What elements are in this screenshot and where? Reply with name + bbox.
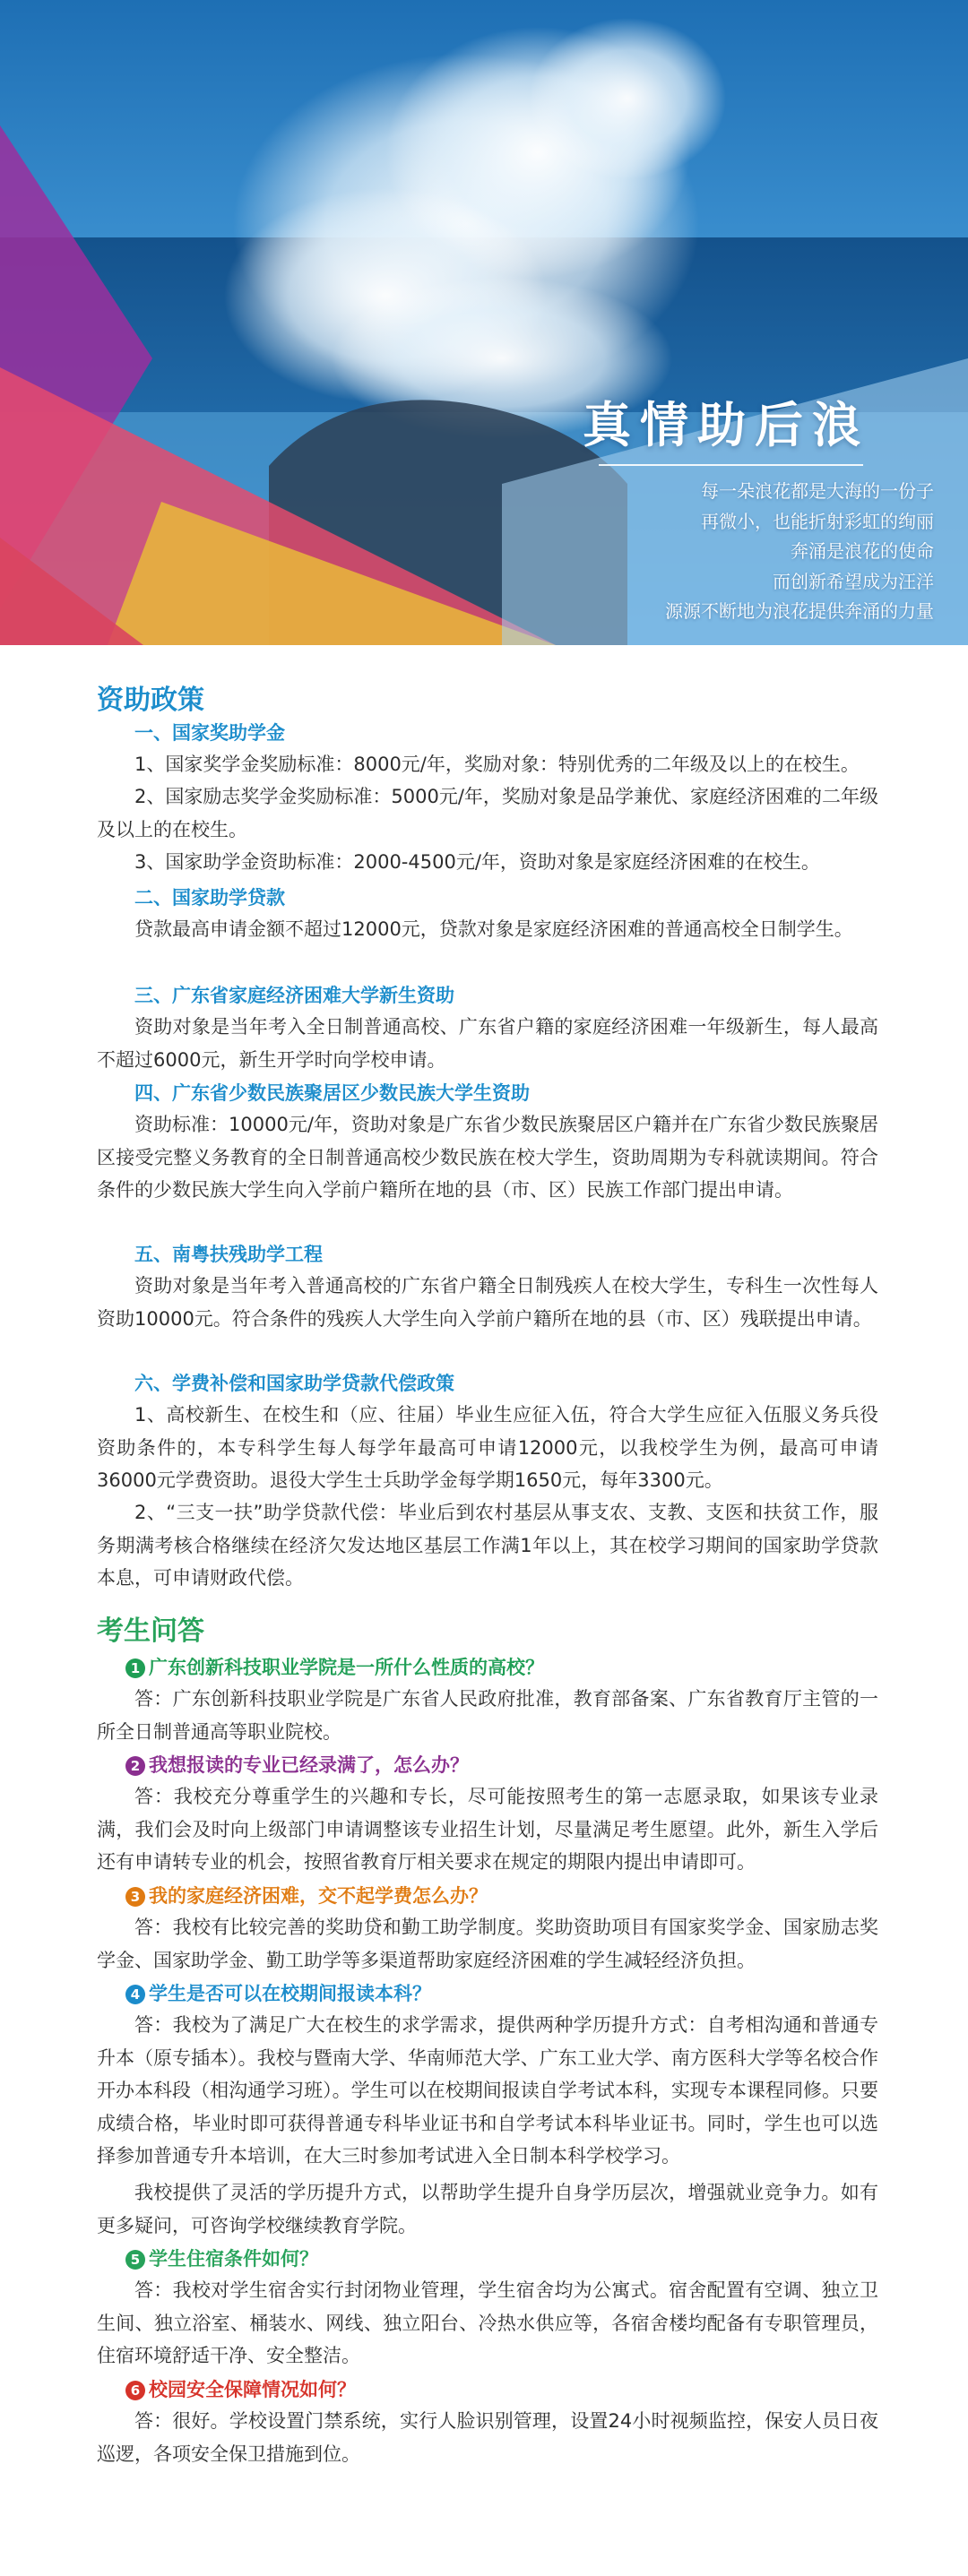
policy-heading-6: 六、学费补偿和国家助学贷款代偿政策 xyxy=(134,1373,454,1394)
faq-question-2 xyxy=(125,1751,469,1778)
faq-question-6 xyxy=(125,2375,356,2402)
faq-answer: 答：广东创新科技职业学院是广东省人民政府批准，教育部备案、广东省教育厅主管的一所全日制普通高等职业院校。 xyxy=(97,1688,878,1743)
policy-heading-2: 二、国家助学贷款 xyxy=(134,887,285,909)
faq-answer: 答：我校充分尊重学生的兴趣和专长，尽可能按照考生的第一志愿录取，如果该专业录满，我们会及时向上级部门申请调整该专业招生计划，尽量满足考生愿望。此外，新生入学后还有申请转专业的机会，按照省教育厅相关要求在规定的期限内提出申请即可。 xyxy=(97,1786,878,1873)
number-badge: 2 xyxy=(125,1756,145,1776)
hero-divider xyxy=(599,464,863,466)
question-text: 学生住宿条件如何？ xyxy=(149,2248,318,2270)
policy-heading-4: 四、广东省少数民族聚居区少数民族大学生资助 xyxy=(134,1082,530,1104)
policy-paragraph: 2、“三支一扶”助学贷款代偿：毕业后到农村基层从事支农、支教、支医和扶贫工作，服务期满考核合格继续在经济欠发达地区基层工作满1年以上，其在校学习期间的国家助学贷款本息，可申请财政代偿。 xyxy=(97,1502,878,1589)
policy-heading-5: 五、南粤扶残助学工程 xyxy=(134,1244,323,1265)
faq-answer: 我校提供了灵活的学历提升方式，以帮助学生提升自身学历层次，增强就业竞争力。如有更多疑问，可咨询学校继续教育学院。 xyxy=(97,2182,878,2236)
policy-heading-1: 一、国家奖助学金 xyxy=(134,722,285,744)
policy-paragraph: 资助对象是当年考入普通高校的广东省户籍全日制残疾人在校大学生，专科生一次性每人资助10000元。符合条件的残疾人大学生向入学前户籍所在地的县（市、区）残联提出申请。 xyxy=(97,1275,878,1330)
number-badge: 6 xyxy=(125,2381,145,2400)
policy-paragraph: 资助标准：10000元/年，资助对象是广东省少数民族聚居区户籍并在广东省少数民族聚居区接受完整义务教育的全日制普通高校少数民族在校大学生，资助周期为专科就读期间。符合条件的少数民族大学生向入学前户籍所在地的县（市、区）民族工作部门提出申请。 xyxy=(97,1114,878,1201)
question-text: 学生是否可以在校期间报读本科？ xyxy=(149,1983,431,2004)
number-badge: 1 xyxy=(125,1658,145,1678)
hero-line: 再微小，也能折射彩虹的绚丽 xyxy=(701,510,934,532)
hero-line: 奔涌是浪花的使命 xyxy=(791,540,934,562)
policy-paragraph: 1、国家奖学金奖励标准：8000元/年，奖励对象：特别优秀的二年级及以上的在校生。 xyxy=(134,754,860,775)
faq-answer: 答：我校有比较完善的奖助贷和勤工助学制度。奖助资助项目有国家奖学金、国家励志奖学金、国家助学金、勤工助学等多渠道帮助家庭经济困难的学生减轻经济负担。 xyxy=(97,1917,878,1971)
number-badge: 4 xyxy=(125,1985,145,2004)
faq-answer: 答：很好。学校设置门禁系统，实行人脸识别管理，设置24小时视频监控，保安人员日夜巡逻，各项安全保卫措施到位。 xyxy=(97,2410,878,2465)
faq-title: 考生问答 xyxy=(97,1615,204,1647)
policy-paragraph: 资助对象是当年考入全日制普通高校、广东省户籍的家庭经济困难一年级新生，每人最高不超过6000元，新生开学时向学校申请。 xyxy=(97,1016,878,1071)
policy-paragraph: 1、高校新生、在校生和（应、往届）毕业生应征入伍，符合大学生应征入伍服义务兵役资助条件的，本专科学生每人每学年最高可申请12000元，以我校学生为例，最高可申请36000元学费资助。退役大学生士兵助学金每学期1650元，每年3300元。 xyxy=(97,1404,878,1491)
policy-paragraph: 3、国家助学金资助标准：2000-4500元/年，资助对象是家庭经济困难的在校生。 xyxy=(134,851,820,873)
hero-tagline xyxy=(665,477,934,627)
hero-line: 每一朵浪花都是大海的一份子 xyxy=(701,480,934,502)
question-text: 广东创新科技职业学院是一所什么性质的高校？ xyxy=(149,1657,544,1678)
hero-line: 而创新希望成为汪洋 xyxy=(773,570,934,592)
policy-title: 资助政策 xyxy=(97,685,204,716)
faq-question-3 xyxy=(125,1882,488,1908)
number-badge: 3 xyxy=(125,1887,145,1907)
policy-paragraph: 贷款最高申请金额不超过12000元，贷款对象是家庭经济困难的普通高校全日制学生。 xyxy=(134,918,853,940)
faq-question-5 xyxy=(125,2244,318,2271)
hero-banner xyxy=(0,0,968,645)
hero-title: 真情助后浪 xyxy=(583,396,869,453)
faq-answer: 答：我校为了满足广大在校生的求学需求，提供两种学历提升方式：自考相沟通和普通专升本（原专插本）。我校与暨南大学、华南师范大学、广东工业大学、南方医科大学等名校合作开办本科段（相沟通学习班）。学生可以在校期间报读自学考试本科，实现专本课程同修。只要成绩合格，毕业时即可获得普通专科毕业证书和自学考试本科毕业证书。同时，学生也可以选择参加普通专升本培训，在大三时参加考试进入全日制本科学校学习。 xyxy=(97,2014,878,2167)
hero-line: 源源不断地为浪花提供奔涌的力量 xyxy=(665,600,934,622)
faq-question-1 xyxy=(125,1653,544,1680)
question-text: 我的家庭经济困难，交不起学费怎么办？ xyxy=(149,1885,488,1907)
policy-paragraph: 2、国家励志奖学金奖励标准：5000元/年，奖励对象是品学兼优、家庭经济困难的二年级及以上的在校生。 xyxy=(97,786,878,840)
faq-question-4 xyxy=(125,1979,431,2006)
question-text: 校园安全保障情况如何？ xyxy=(149,2379,356,2400)
question-text: 我想报读的专业已经录满了，怎么办？ xyxy=(149,1754,469,1776)
number-badge: 5 xyxy=(125,2250,145,2270)
faq-answer: 答：我校对学生宿舍实行封闭物业管理，学生宿舍均为公寓式。宿舍配置有空调、独立卫生间、独立浴室、桶装水、网线、独立阳台、冷热水供应等，各宿舍楼均配备有专职管理员，住宿环境舒适干净、安全整洁。 xyxy=(97,2279,878,2366)
policy-heading-3: 三、广东省家庭经济困难大学新生资助 xyxy=(134,985,454,1006)
